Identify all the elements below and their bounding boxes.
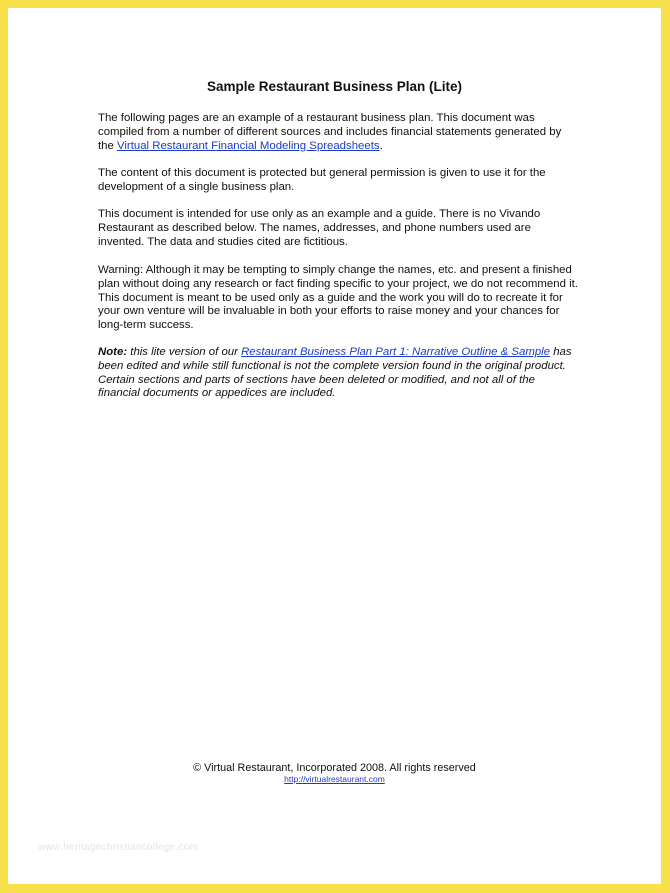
watermark-text: www.heritagechristiancollege.com xyxy=(38,842,199,853)
document-page xyxy=(8,8,661,884)
copyright-text: © Virtual Restaurant, Incorporated 2008. All rights reserved xyxy=(193,762,476,774)
intro-text-end: . xyxy=(379,139,383,152)
note-paragraph xyxy=(98,346,578,401)
intro-text: The following pages are an example of a restaurant business plan. This document was compiled from a number of different sources and includes financial statements generated by the xyxy=(98,112,562,152)
document-title: Sample Restaurant Business Plan (Lite) xyxy=(206,79,463,94)
narrative-outline-link[interactable]: Restaurant Business Plan Part 1: Narrative Outline & Sample xyxy=(241,346,551,358)
note-label: Note: xyxy=(98,346,128,358)
website-link[interactable]: http://virtualrestaurant.com xyxy=(284,774,385,784)
permission-paragraph: The content of this document is protected but general permission is given to use it for the development of a single business plan. xyxy=(98,167,546,193)
footer-url xyxy=(8,774,661,784)
warning-paragraph: Warning: Although it may be tempting to simply change the names, etc. and present a finished plan without doing any research or fact finding specific to your project, we do not recommend it. This document is meant to be used only as a guide and the work you will do to recreate it for your own venture will be invaluable in both your efforts to raise money and your chances for long-term success. xyxy=(98,264,578,332)
intro-paragraph xyxy=(98,112,578,153)
spreadsheets-link[interactable]: Virtual Restaurant Financial Modeling Spreadsheets xyxy=(117,139,380,152)
disclaimer-paragraph: This document is intended for use only as an example and a guide. There is no Vivando Restaurant as described below. The names, addresses, and phone numbers used are invented. The data and studies cited are fictitious. xyxy=(98,208,541,248)
note-text-end: has been edited and while still functional is not the complete version found in the original product. Certain sections and parts of sections have been deleted or modified, and not all of the financial documents or appedices are included. xyxy=(98,346,572,400)
note-text: this lite version of our xyxy=(127,346,242,358)
